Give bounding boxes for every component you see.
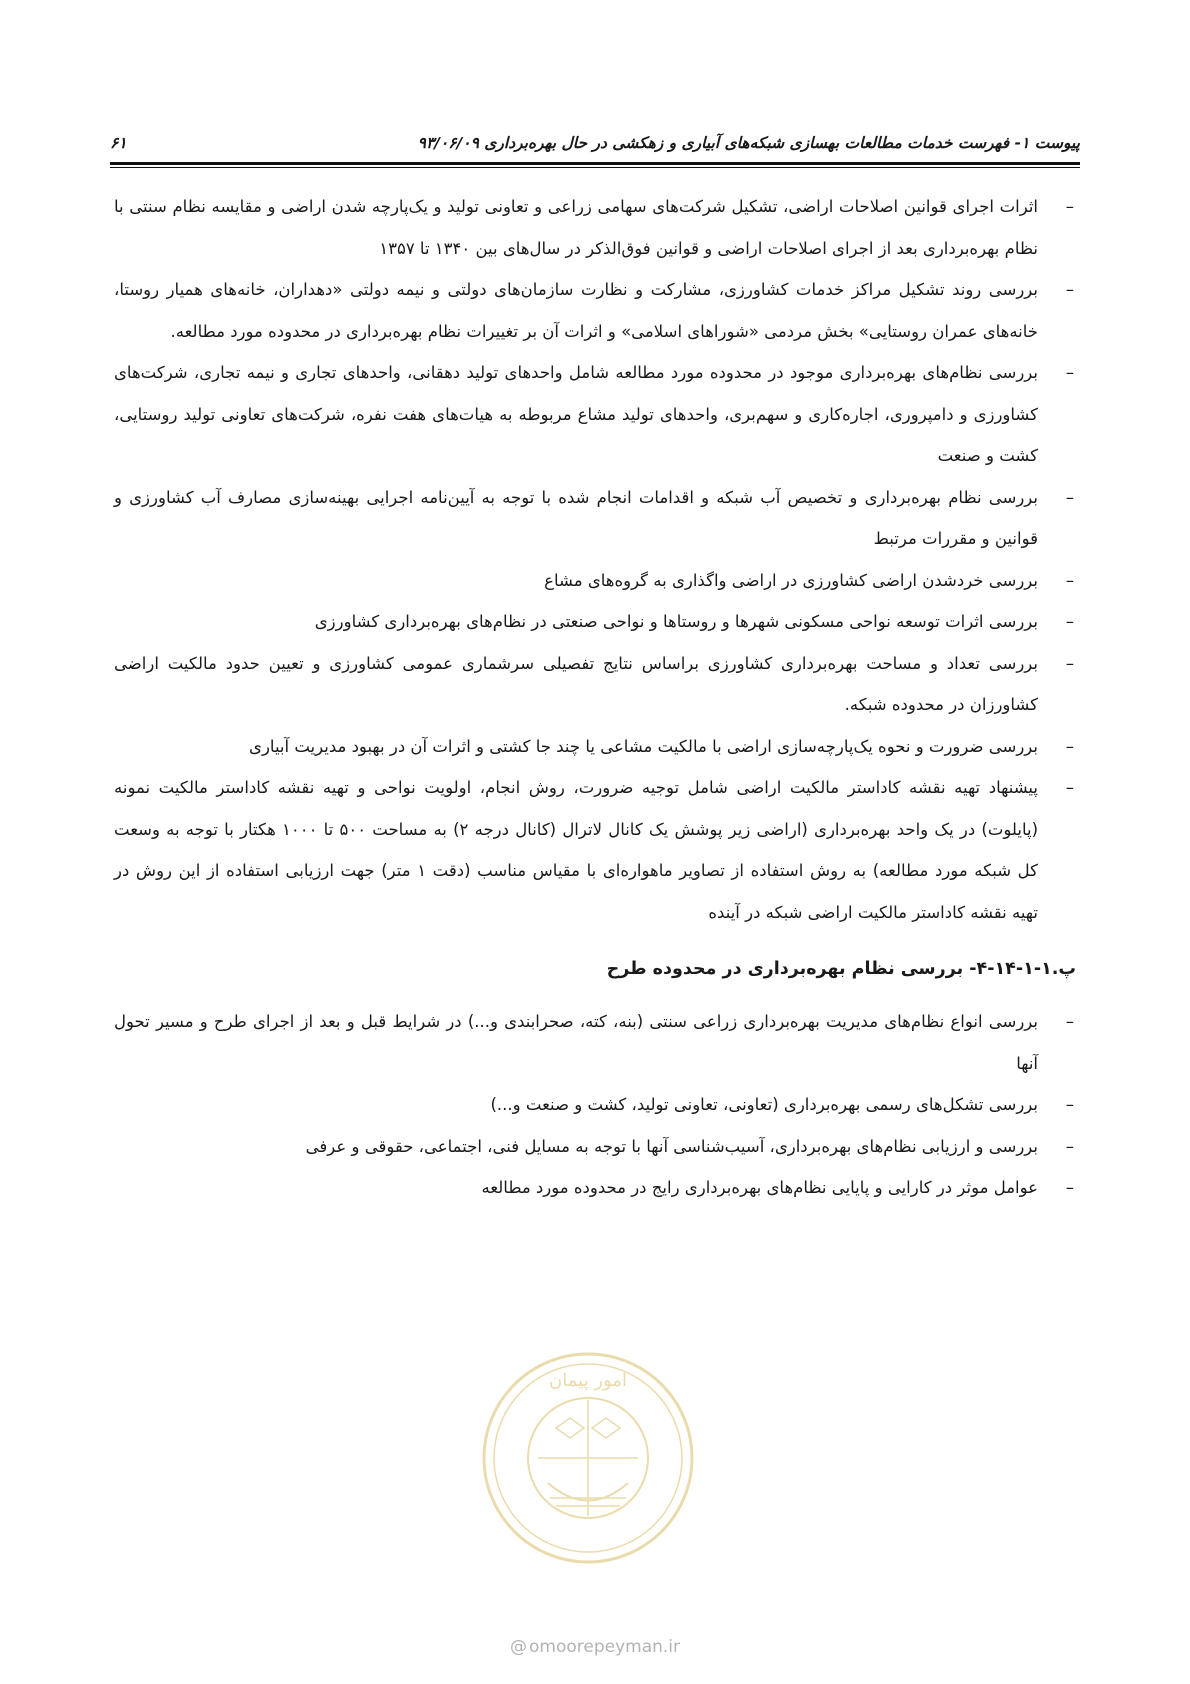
- list-item-text: پیشنهاد تهیه نقشه کاداستر مالکیت اراضی شامل توجیه ضرورت، روش انجام، اولویت نواحی و تهیه نقشه کاداستر مالکیت نمونه (پایلوت) در یک واحد بهره‌برداری (اراضی زیر پوشش یک کانال لاترال (کانال درجه ۲) به مساحت ۵۰۰ تا ۱۰۰۰ هکتار با توجه به وسعت کل شبکه مورد مطالعه) به روش استفاده از تصاویر ماهواره‌ای با مقیاس مناسب (دقت ۱ متر) جهت ارزیابی استفاده از این روش در تهیه نقشه کاداستر مالکیت اراضی شبکه در آینده: [114, 778, 1039, 922]
- list-item-text: بررسی نظام بهره‌برداری و تخصیص آب شبکه و اقدامات انجام شده با توجه به آیین‌نامه اجرایی بهینه‌سازی مصارف آب کشاورزی و قوانین و مقررات مرتبط: [114, 487, 1038, 548]
- list-item: [114, 560, 1076, 602]
- bullet-dash: –: [1065, 612, 1074, 631]
- bullet-dash: –: [1065, 570, 1074, 590]
- bullet-list-2: [114, 1001, 1076, 1209]
- seal-text: امور پیمان: [549, 1370, 627, 1391]
- list-item-text: بررسی نظام‌های بهره‌برداری موجود در محدوده مورد مطالعه شامل واحدهای تولید دهقانی، واحدهای تجاری و نیمه تجاری، شرکت‌های کشاورزی و دامپروری، اجاره‌کاری و سهم‌بری، واحدهای تولید مشاع مربوطه به هیات‌های هفت نفره، شرکت‌های تعاونی تولید روستایی، کشت و صنعت: [114, 363, 1038, 465]
- list-item: [114, 726, 1076, 768]
- list-item-text: بررسی روند تشکیل مراکز خدمات کشاورزی، مشارکت و نظارت سازمان‌های دولتی و نیمه دولتی «دهداران، خانه‌های همیار روستا، خانه‌های عمران روستایی» بخش مردمی «شوراهای اسلامی» و اثرات آن بر تغییرات نظام بهره‌برداری در محدوده مورد مطالعه.: [114, 280, 1038, 341]
- bullet-dash: –: [1065, 778, 1074, 797]
- list-item-text: بررسی تعداد و مساحت بهره‌برداری کشاورزی براساس نتایج تفصیلی سرشماری عمومی کشاورزی و تعیین حدود مالکیت اراضی کشاورزان در محدوده شبکه.: [114, 653, 1038, 714]
- at-icon: @: [509, 1637, 527, 1657]
- list-item-text: بررسی خردشدن اراضی کشاورزی در اراضی واگذاری به گروه‌های مشاع: [544, 570, 1038, 590]
- bullet-dash: –: [1065, 1178, 1074, 1197]
- bullet-dash: –: [1065, 197, 1074, 216]
- list-item: [114, 601, 1076, 643]
- bullet-dash: –: [1065, 280, 1074, 299]
- list-item-text: بررسی انواع نظام‌های مدیریت بهره‌برداری زراعی سنتی (بنه، کته، صحرابندی و...) در شرایط قبل و بعد از اجرای طرح و مسیر تحول آنها: [114, 1012, 1038, 1073]
- list-item-text: بررسی تشکل‌های رسمی بهره‌برداری (تعاونی، تعاونی تولید، کشت و صنعت و...): [490, 1095, 1038, 1114]
- bullet-dash: –: [1065, 363, 1074, 382]
- bullet-dash: –: [1065, 1012, 1074, 1031]
- bullet-dash: –: [1065, 653, 1074, 673]
- page-content: [114, 186, 1076, 1209]
- list-item: [114, 643, 1076, 726]
- list-item-text: عوامل موثر در کارایی و پایایی نظام‌های بهره‌برداری رایج در محدوده مورد مطالعه: [481, 1178, 1038, 1197]
- page-number: ۶۱: [110, 134, 127, 152]
- list-item: [114, 269, 1076, 352]
- watermark-text: omoorepeyman.ir: [528, 1637, 681, 1657]
- header-rule-thin: [110, 167, 1080, 168]
- seal-logo: [478, 1348, 698, 1568]
- list-item: [114, 1167, 1076, 1209]
- list-item: [114, 767, 1076, 933]
- list-item: [114, 1084, 1076, 1126]
- header-rule-thick: [110, 162, 1080, 165]
- list-item: [114, 1126, 1076, 1168]
- bullet-list-1: [114, 186, 1076, 933]
- footer-watermark: [0, 1637, 1190, 1657]
- list-item: [114, 186, 1076, 269]
- list-item: [114, 352, 1076, 477]
- list-item-text: بررسی ضرورت و نحوه یک‌پارچه‌سازی اراضی با مالکیت مشاعی یا چند جا کشتی و اثرات آن در بهبود مدیریت آبیاری: [249, 736, 1038, 756]
- list-item-text: بررسی و ارزیابی نظام‌های بهره‌برداری، آسیب‌شناسی آنها با توجه به مسایل فنی، اجتماعی، حقوقی و عرفی: [305, 1136, 1038, 1156]
- list-item-text: بررسی اثرات توسعه نواحی مسکونی شهرها و روستاها و نواحی صنعتی در نظام‌های بهره‌برداری کشاورزی: [314, 612, 1038, 631]
- list-item: [114, 477, 1076, 560]
- section-heading: پ.۱-۱-۱۴-۴- بررسی نظام بهره‌برداری در محدوده طرح: [606, 959, 1076, 979]
- bullet-dash: –: [1065, 736, 1074, 756]
- bullet-dash: –: [1065, 1095, 1074, 1114]
- list-item-text: اثرات اجرای قوانین اصلاحات اراضی، تشکیل شرکت‌های سهامی زراعی و تعاونی تولید و یک‌پارچه شدن اراضی و مقایسه نظام سنتی با نظام بهره‌برداری بعد از اجرای اصلاحات اراضی و قوانین فوق‌الذکر در سال‌های بین ۱۳۴۰ تا ۱۳۵۷: [114, 197, 1038, 258]
- list-item: [114, 1001, 1076, 1084]
- bullet-dash: –: [1065, 487, 1074, 507]
- header-title: پیوست ۱- فهرست خدمات مطالعات بهسازی شبکه‌های آبیاری و زهکشی در حال بهره‌برداری ۹۳/۰۶/۰۹: [417, 134, 1080, 152]
- page-header: [110, 128, 1080, 158]
- bullet-dash: –: [1065, 1136, 1074, 1156]
